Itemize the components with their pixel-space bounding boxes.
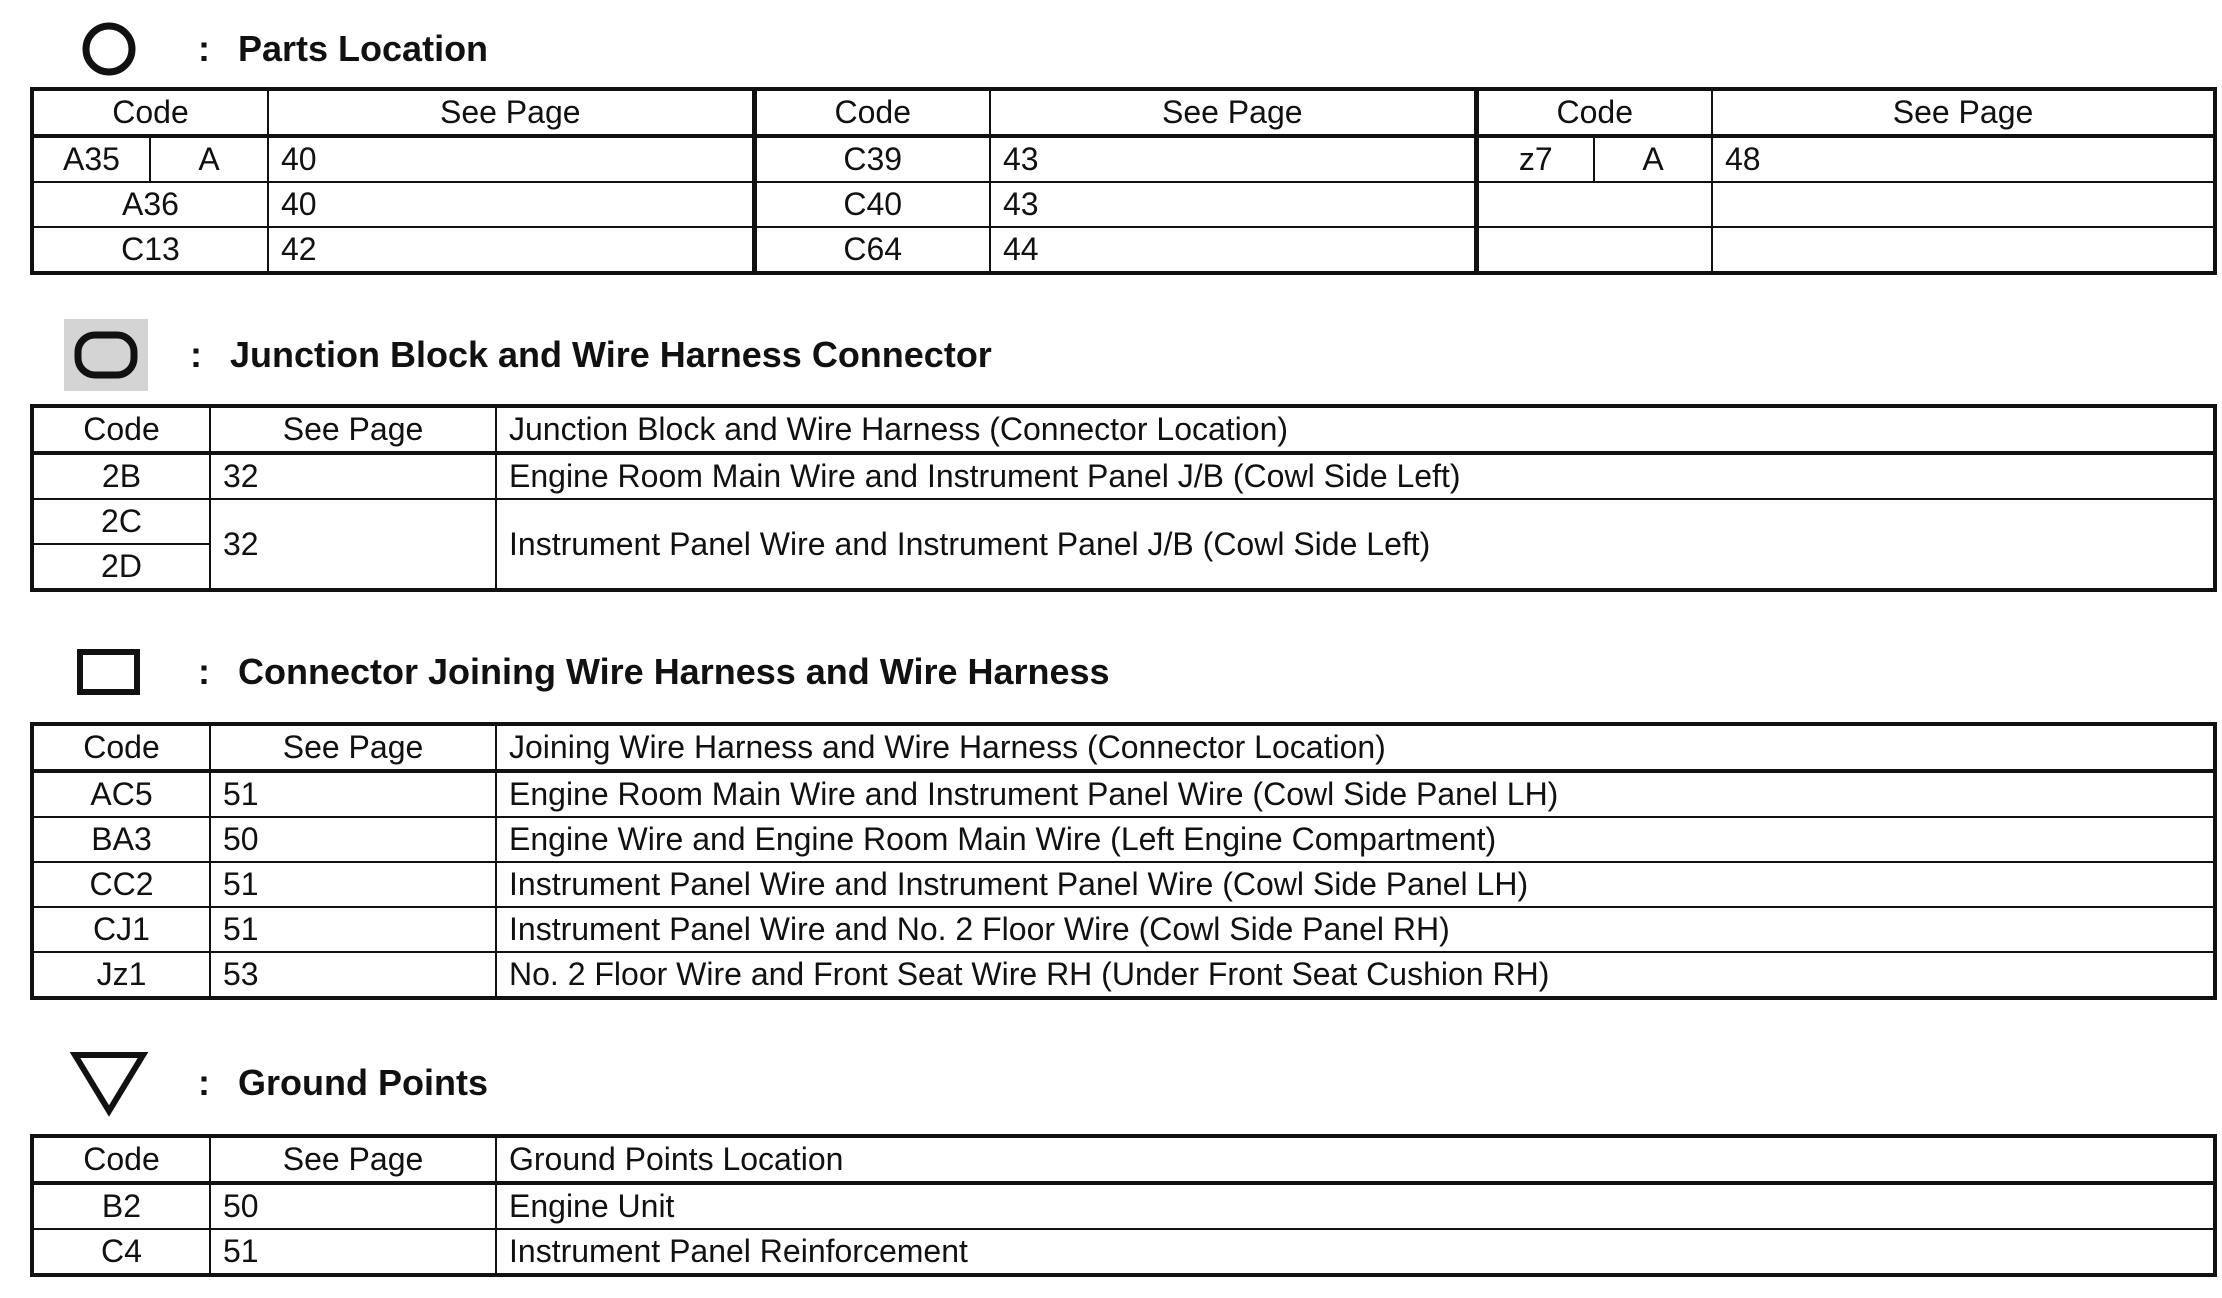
cell-page: 50 bbox=[210, 1183, 496, 1229]
table-header-row bbox=[32, 89, 2215, 136]
cell-page: 48 bbox=[1712, 136, 2215, 182]
colon: : bbox=[198, 28, 210, 69]
header-see-page: See Page bbox=[210, 1136, 496, 1183]
cell-page: 42 bbox=[268, 227, 754, 273]
cell-empty bbox=[1476, 182, 1712, 227]
cell-page: 51 bbox=[210, 1229, 496, 1275]
table-row bbox=[32, 453, 2215, 499]
cell-page: 51 bbox=[210, 862, 496, 907]
cell-location: Instrument Panel Wire and Instrument Panel J/B (Cowl Side Left) bbox=[496, 499, 2215, 590]
rounded-rect-icon bbox=[64, 319, 148, 391]
table-header-row bbox=[32, 406, 2215, 453]
header-code: Code bbox=[32, 89, 268, 136]
cell-location: Engine Room Main Wire and Instrument Panel Wire (Cowl Side Panel LH) bbox=[496, 771, 2215, 817]
cell-location: Engine Unit bbox=[496, 1183, 2215, 1229]
table-header-row bbox=[32, 1136, 2215, 1183]
table-row bbox=[32, 499, 2215, 544]
cell-code: z7 bbox=[1476, 136, 1594, 182]
cell-page: 40 bbox=[268, 182, 754, 227]
cell-page: 43 bbox=[990, 136, 1476, 182]
cell-code-sub: A bbox=[150, 136, 268, 182]
cell-code: C64 bbox=[754, 227, 990, 273]
junction-block-header bbox=[64, 320, 992, 390]
header-code: Code bbox=[32, 1136, 210, 1183]
table-row bbox=[32, 907, 2215, 952]
cell-location: Instrument Panel Wire and Instrument Panel Wire (Cowl Side Panel LH) bbox=[496, 862, 2215, 907]
header-code: Code bbox=[32, 724, 210, 771]
table-row bbox=[32, 182, 2215, 227]
cell-empty bbox=[1476, 227, 1712, 273]
header-code: Code bbox=[1476, 89, 1712, 136]
table-header-row bbox=[32, 724, 2215, 771]
cell-code: A35 bbox=[32, 136, 150, 182]
header-code: Code bbox=[32, 406, 210, 453]
header-location: Ground Points Location bbox=[496, 1136, 2215, 1183]
cell-location: No. 2 Floor Wire and Front Seat Wire RH (Under Front Seat Cushion RH) bbox=[496, 952, 2215, 998]
cell-page: 43 bbox=[990, 182, 1476, 227]
cell-code: B2 bbox=[32, 1183, 210, 1229]
cell-page: 44 bbox=[990, 227, 1476, 273]
triangle-down-icon bbox=[64, 1048, 154, 1118]
cell-code: A36 bbox=[32, 182, 268, 227]
header-code: Code bbox=[754, 89, 990, 136]
cell-code: 2B bbox=[32, 453, 210, 499]
junction-block-table bbox=[30, 404, 2217, 592]
table-row bbox=[32, 817, 2215, 862]
header-see-page: See Page bbox=[210, 724, 496, 771]
cell-page: 51 bbox=[210, 907, 496, 952]
cell-code: CC2 bbox=[32, 862, 210, 907]
colon: : bbox=[198, 651, 210, 692]
parts-location-header bbox=[64, 14, 488, 84]
header-see-page: See Page bbox=[990, 89, 1476, 136]
header-see-page: See Page bbox=[268, 89, 754, 136]
cell-page: 40 bbox=[268, 136, 754, 182]
ground-points-header bbox=[64, 1048, 488, 1118]
section-title: Parts Location bbox=[238, 28, 489, 69]
cell-page: 51 bbox=[210, 771, 496, 817]
ground-points-table bbox=[30, 1134, 2217, 1277]
cell-code: AC5 bbox=[32, 771, 210, 817]
table-row bbox=[32, 771, 2215, 817]
cell-code: BA3 bbox=[32, 817, 210, 862]
table-row bbox=[32, 1229, 2215, 1275]
cell-empty bbox=[1712, 182, 2215, 227]
section-title: Junction Block and Wire Harness Connector bbox=[230, 334, 992, 375]
cell-code: 2D bbox=[32, 544, 210, 590]
cell-location: Engine Room Main Wire and Instrument Panel J/B (Cowl Side Left) bbox=[496, 453, 2215, 499]
cell-code: C40 bbox=[754, 182, 990, 227]
cell-code: C13 bbox=[32, 227, 268, 273]
rectangle-icon bbox=[64, 637, 154, 707]
header-see-page: See Page bbox=[1712, 89, 2215, 136]
parts-location-table bbox=[30, 87, 2217, 275]
cell-code-sub: A bbox=[1594, 136, 1712, 182]
cell-page: 32 bbox=[210, 453, 496, 499]
cell-code: C4 bbox=[32, 1229, 210, 1275]
cell-empty bbox=[1712, 227, 2215, 273]
table-row bbox=[32, 136, 2215, 182]
table-row bbox=[32, 1183, 2215, 1229]
cell-page: 50 bbox=[210, 817, 496, 862]
table-row bbox=[32, 862, 2215, 907]
cell-location: Engine Wire and Engine Room Main Wire (Left Engine Compartment) bbox=[496, 817, 2215, 862]
connector-joining-table bbox=[30, 722, 2217, 1000]
connector-joining-header bbox=[64, 637, 1110, 707]
colon: : bbox=[198, 1062, 210, 1103]
cell-code: 2C bbox=[32, 499, 210, 544]
cell-location: Instrument Panel Reinforcement bbox=[496, 1229, 2215, 1275]
header-see-page: See Page bbox=[210, 406, 496, 453]
table-row bbox=[32, 227, 2215, 273]
section-title: Ground Points bbox=[238, 1062, 488, 1103]
cell-location: Instrument Panel Wire and No. 2 Floor Wire (Cowl Side Panel RH) bbox=[496, 907, 2215, 952]
cell-code: C39 bbox=[754, 136, 990, 182]
header-location: Joining Wire Harness and Wire Harness (Connector Location) bbox=[496, 724, 2215, 771]
section-title: Connector Joining Wire Harness and Wire Harness bbox=[238, 651, 1110, 692]
cell-page: 53 bbox=[210, 952, 496, 998]
table-row bbox=[32, 952, 2215, 998]
cell-page: 32 bbox=[210, 499, 496, 590]
cell-code: Jz1 bbox=[32, 952, 210, 998]
colon: : bbox=[190, 334, 202, 375]
circle-icon bbox=[64, 14, 154, 84]
cell-code: CJ1 bbox=[32, 907, 210, 952]
header-location: Junction Block and Wire Harness (Connector Location) bbox=[496, 406, 2215, 453]
